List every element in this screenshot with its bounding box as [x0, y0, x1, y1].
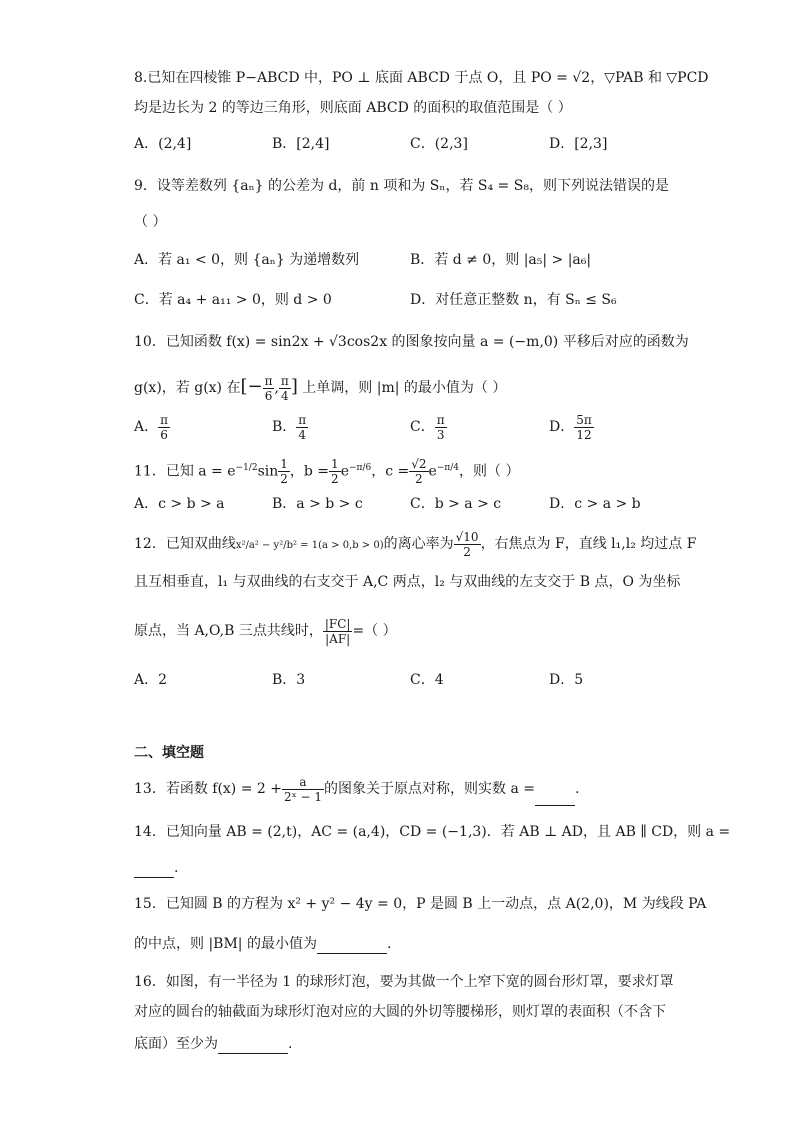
- q12-option-b: B．3: [272, 672, 306, 688]
- q12-post: ，右焦点为 F，直线 l₁,l₂ 均过点 F: [480, 536, 697, 552]
- q10-option-b-den: 4: [298, 427, 307, 442]
- q10-line2-pre: g(x)，若 g(x) 在: [134, 380, 241, 396]
- q12-e-den: 2: [463, 544, 471, 559]
- q11-option-c: C．b > a > c: [410, 496, 502, 512]
- q12-e-num: √10: [455, 529, 479, 544]
- q10-frac2-num: π: [280, 373, 289, 388]
- q13-pre: 13．若函数 f(x) = 2 +: [134, 781, 282, 797]
- q9-option-a: A．若 a₁ < 0，则 {aₙ} 为递增数列: [134, 252, 360, 268]
- q12-ratio-num: |FC|: [324, 616, 351, 631]
- q11-option-d: D．c > a > b: [549, 496, 641, 512]
- q11-c-pre: ，c =: [371, 463, 410, 480]
- q11-f1-den: 2: [280, 472, 288, 487]
- q11-exp3: −π/4: [436, 463, 460, 473]
- q11-b-pre: ，b =: [289, 463, 330, 480]
- q11-stem: [134, 452, 519, 488]
- q10-option-a-label: A．: [134, 419, 159, 435]
- q12-pre: 12．已知双曲线: [134, 536, 236, 552]
- q11-exp1: −1/2: [235, 463, 258, 473]
- q9-stem-line1: 9．设等差数列 {aₙ} 的公差为 d，前 n 项和为 Sₙ，若 S₄ = S₈，则下列说法错误的是: [134, 178, 669, 194]
- q10-option-b: [272, 410, 308, 444]
- q16-line3: 底面）至少为: [134, 1036, 218, 1052]
- q10-interval-frac-left: [263, 374, 275, 403]
- q13-post: 的图象关于原点对称，则实数 a =: [324, 781, 536, 797]
- q11-option-a: A．c > b > a: [134, 496, 225, 512]
- q12-line3-post: =（ ）: [352, 623, 397, 639]
- q9-option-c: C．若 a₄ + a₁₁ > 0，则 d > 0: [134, 292, 332, 308]
- q16-stem-line1: 16．如图，有一半径为 1 的球形灯泡，要为其做一个上窄下宽的圆台形灯罩，要求灯罩: [134, 974, 674, 990]
- q10-interval-frac-right: [279, 374, 291, 403]
- q9-stem-line2: （ ）: [134, 214, 167, 230]
- q10-option-c-den: 3: [436, 427, 445, 442]
- q16-end: .: [288, 1036, 293, 1052]
- q11-b-post: e: [340, 463, 349, 480]
- q12-stem-line1: [134, 528, 696, 562]
- q10-option-d: [549, 410, 594, 444]
- q11-f2-den: 2: [331, 472, 339, 487]
- q10-option-b-num: π: [298, 412, 307, 427]
- q12-option-a: A．2: [134, 672, 168, 688]
- q11-f3-num: √2: [411, 457, 427, 472]
- q10-option-a-num: π: [160, 412, 169, 427]
- q15-stem-line1: 15．已知圆 B 的方程为 x² + y² − 4y = 0，P 是圆 B 上一动点，点 A(2,0)，M 为线段 PA: [134, 896, 707, 912]
- q13-frac-den: 2ˣ − 1: [283, 789, 323, 804]
- q15-line2: 的中点，则 |BM| 的最小值为: [134, 936, 317, 952]
- q13-frac-num: a: [282, 775, 324, 790]
- q10-option-c-label: C．: [410, 419, 435, 435]
- q16-stem-line2: 对应的圆台的轴截面为球形灯泡对应的大圆的外切等腰梯形，则灯罩的表面积（不含下: [134, 1004, 666, 1020]
- q10-stem-line1: 10．已知函数 f(x) = sin2x + √3cos2x 的图象按向量 a = (−m,0) 平移后对应的函数为: [134, 334, 689, 350]
- section-heading-fill-in: 二、填空题: [134, 745, 204, 761]
- q10-option-a-den: 6: [160, 427, 168, 442]
- q8-stem-line1: 8.已知在四棱锥 P−ABCD 中，PO ⊥ 底面 ABCD 于点 O，且 PO = √2，▽PAB 和 ▽PCD: [134, 70, 709, 86]
- q14-stem-line2: [134, 858, 178, 878]
- q11-tail: ，则（ ）: [459, 463, 520, 480]
- q10-option-a: [134, 410, 170, 444]
- q14-stem-line1: 14．已知向量 AB = (2,t)，AC = (a,4)，CD = (−1,3)．若 AB ⊥ AD，且 AB ∥ CD，则 a =: [134, 824, 731, 840]
- q11-f1-num: 1: [280, 457, 288, 472]
- q14-end: .: [174, 860, 179, 876]
- q10-option-c-num: π: [436, 412, 445, 427]
- q15-end: .: [386, 936, 392, 952]
- q11-mid1: sin: [257, 463, 279, 480]
- q11-pre: 11．已知 a = e: [134, 463, 236, 480]
- q10-option-d-den: 12: [576, 427, 592, 442]
- q15-stem-line2: [134, 934, 391, 954]
- q8-option-c: C．(2,3]: [410, 136, 468, 152]
- q8-option-a: A．(2,4]: [134, 136, 192, 152]
- q16-answer-blank[interactable]: [218, 1053, 288, 1054]
- q15-answer-blank[interactable]: [317, 953, 387, 954]
- q10-frac2-den: 4: [281, 388, 289, 403]
- q10-option-b-label: B．: [272, 419, 297, 435]
- q10-option-d-num: 5π: [576, 412, 592, 427]
- q13-stem: [134, 772, 579, 806]
- q11-option-b: B．a > b > c: [272, 496, 363, 512]
- q12-stem-line3: [134, 614, 397, 648]
- q12-option-c: C．4: [410, 672, 444, 688]
- q12-mid: 的离心率为: [383, 536, 454, 552]
- q10-frac1-den: 6: [264, 388, 273, 403]
- q9-option-d: D．对任意正整数 n，有 Sₙ ≤ S₆: [410, 292, 617, 308]
- q12-line3-pre: 原点，当 A,O,B 三点共线时，: [134, 623, 323, 639]
- q12-option-d: D．5: [549, 672, 584, 688]
- q14-answer-blank[interactable]: [134, 877, 174, 878]
- q11-f3-den: 2: [415, 472, 423, 487]
- q10-line2-post: 上单调，则 |m| 的最小值为（ ）: [302, 380, 507, 396]
- q16-stem-line3: [134, 1034, 292, 1054]
- q12-ratio-den: |AF|: [325, 631, 351, 646]
- q11-c-post: e: [428, 463, 437, 480]
- q10-interval-left: [−: [240, 376, 263, 397]
- q12-stem-line2: 且互相垂直，l₁ 与双曲线的右支交于 A,C 两点，l₂ 与双曲线的左支交于 B 点，O 为坐标: [134, 574, 681, 590]
- q12-hyperbola-eq: x²/a² − y²/b² = 1(a > 0,b > 0): [235, 540, 384, 551]
- q8-option-b: B．[2,4]: [272, 136, 330, 152]
- q10-frac1-num: π: [264, 373, 273, 388]
- q10-option-c: [410, 410, 447, 444]
- q10-option-d-label: D．: [549, 419, 575, 435]
- q13-answer-blank[interactable]: [535, 805, 575, 806]
- q13-end: .: [575, 781, 580, 797]
- q9-option-b: B．若 d ≠ 0，则 |a₅| > |a₆|: [410, 252, 592, 268]
- q10-stem-line2: g(x)，若 g(x) 在[− $\frac{\pi}{6}$ , $\frac{\pi}{4}$ ] 上单调，则 |m| 的最小值为（ ）: [134, 373, 507, 403]
- q8-option-d: D．[2,3]: [549, 136, 608, 152]
- q10-interval-right: ]: [290, 376, 298, 397]
- q11-f2-num: 1: [331, 457, 339, 472]
- q11-exp2: −π/6: [348, 463, 372, 473]
- q8-stem-line2: 均是边长为 2 的等边三角形，则底面 ABCD 的面积的取值范围是（ ）: [134, 100, 572, 116]
